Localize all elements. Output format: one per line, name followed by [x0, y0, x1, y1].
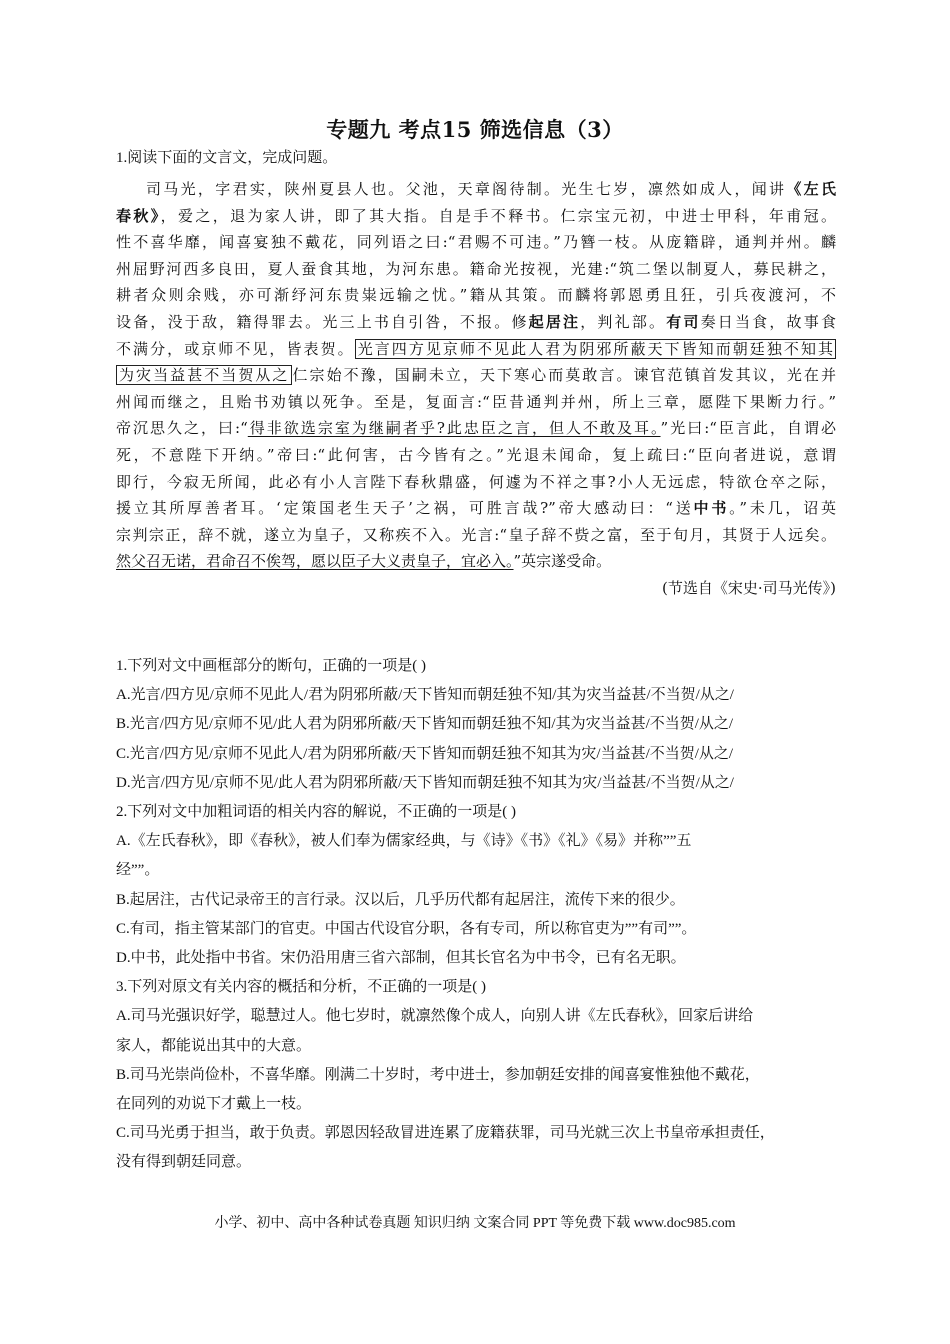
passage-text: 仁宗始不豫，国嗣未立，天下寒心而莫敢言。谏官范镇首发其议，光在并	[292, 366, 836, 385]
answer-option: C.有司，指主管某部门的官吏。中国古代设官分职，各有专司，所以称官吏为””有司””。	[116, 920, 697, 937]
question-stem: 3.下列对原文有关内容的概括和分析，不正确的一项是( )	[116, 979, 486, 996]
question-intro: 1.阅读下面的文言文，完成问题。	[116, 150, 338, 166]
passage-line	[116, 203, 836, 230]
passage-line: 耕者众则余贱，亦可渐纾河东贵粜远输之忧。”籍从其策。而麟将郭恩勇且狂，引兵夜渡河，不	[116, 286, 836, 305]
framed-sentence: 光言四方见京师不见此人君为阴邪所蔽天下皆知而朝廷独不知其	[355, 339, 836, 359]
passage-line	[116, 309, 836, 336]
passage-line: 州闻而继之，且贻书劝镇以死争。至是，复面言:“臣昔通判并州，所上三章，愿陛下果断力行。”	[116, 392, 836, 411]
bold-term: 有司	[666, 312, 701, 331]
passage-text: ”英宗遂受命。	[513, 552, 612, 571]
passage-line: 州屈野河西多良田，夏人蚕食其地，为河东患。籍命光按视，光建:“筑二堡以制夏人，募民耕之，	[116, 259, 836, 278]
passage-text: ，判礼部。	[580, 312, 667, 331]
passage-line	[116, 495, 836, 522]
answer-option-continued: 经””。	[116, 862, 160, 879]
passage-line: 即行，今寂无所闻，此必有小人言陛下春秋鼎盛，何遽为不祥之事?小人无远虑，特欲仓卒之际，	[116, 472, 836, 491]
passage-text: 奏日当食，故事食	[700, 312, 836, 331]
answer-option: B.司马光崇尚俭朴，不喜华靡。刚满二十岁时，考中进士，参加朝廷安排的闻喜宴惟独他不戴花，	[116, 1066, 760, 1083]
passage-line	[116, 336, 836, 363]
framed-sentence: 为灾当益甚不当贺从之	[116, 365, 292, 385]
passage-text: 。”未几，诏英	[729, 499, 836, 518]
answer-option: D.光言/四方见/京师不见/此人君为阴邪所蔽/天下皆知而朝廷独不知其为灾/当益甚/不当贺/从之/	[116, 774, 734, 791]
underlined-sentence: 然父召无诺，君命召不俟驾，愿以臣子大义责皇子，宜必入。	[116, 552, 514, 571]
passage-line: 死，不意陛下开纳。”帝曰:“此何害，古今皆有之。”光退未闻命，复上疏曰:“臣向者进说，意谓	[116, 445, 836, 464]
passage-line: 宗判宗正，辞不就，遂立为皇子，又称疾不入。光言:“皇子辞不赀之富，至于旬月，其贤于人远矣。	[116, 525, 836, 544]
question-stem: 2.下列对文中加粗词语的相关内容的解说，不正确的一项是( )	[116, 804, 516, 821]
passage-line: 性不喜华靡，闻喜宴独不戴花，同列语之曰:“君赐不可违。”乃簪一枝。从庞籍辟，通判并州。麟	[116, 233, 836, 252]
passage-source: (节选自《宋史·司马光传》)	[662, 578, 836, 597]
page-footer: 小学、初中、高中各种试卷真题 知识归纳 文案合同 PPT 等免费下载 www.doc985.com	[214, 1216, 736, 1231]
answer-option: A.光言/四方见/京师不见此人/君为阴邪所蔽/天下皆知而朝廷独不知/其为灾当益甚/不当贺/从之/	[116, 687, 734, 704]
passage-line	[116, 362, 836, 389]
page-title: 专题九 考点15 筛选信息（3）	[326, 117, 624, 142]
passage-text: 设备，没于敌，籍得罪去。光三上书自引咎，不报。修	[116, 312, 529, 331]
classical-passage	[116, 176, 836, 602]
passage-line	[116, 176, 836, 203]
bold-term: 《左氏	[786, 180, 836, 198]
answer-option: A.《左氏春秋》，即《春秋》，被人们奉为儒家经典，与《诗》《书》《礼》《易》并称””五	[116, 833, 692, 850]
passage-line	[116, 415, 836, 442]
question-list	[116, 652, 836, 1178]
passage-text: ，爱之，退为家人讲，即了其大指。自是手不释书。仁宗宝元初，中进士甲科，年甫冠。	[160, 206, 836, 225]
answer-option: A.司马光强识好学，聪慧过人。他七岁时，就凛然像个成人，向别人讲《左氏春秋》，回家后讲给	[116, 1008, 754, 1025]
question-stem: 1.下列对文中画框部分的断句，正确的一项是( )	[116, 658, 426, 674]
answer-option: D.中书，此处指中书省。宋仍沿用唐三省六部制，但其长官名为中书令，已有名无职。	[116, 950, 686, 967]
bold-term: 中书	[693, 499, 730, 518]
answer-option-continued: 没有得到朝廷同意。	[116, 1154, 252, 1171]
answer-option: B.起居注，古代记录帝王的言行录。汉以后，几乎历代都有起居注，流传下来的很少。	[116, 891, 685, 908]
underlined-sentence: 得非欲选宗室为继嗣者乎?此忠臣之言，但人不敢及耳。	[247, 419, 661, 438]
answer-option: C.司马光勇于担当，敢于负责。郭恩因轻敌冒进连累了庞籍获罪，司马光就三次上书皇帝承担责任，	[116, 1125, 775, 1142]
answer-option-continued: 家人，都能说出其中的大意。	[116, 1037, 312, 1054]
passage-text: 帝沉思久之，曰:“	[116, 419, 248, 438]
passage-text: 司马光，字君实，陕州夏县人也。父池，天章阁待制。光生七岁，凛然如成人，闻讲	[146, 180, 787, 198]
bold-term: 起居注	[528, 312, 581, 331]
answer-option: C.光言/四方见/京师不见此人/君为阴邪所蔽/天下皆知而朝廷独不知其为灾/当益甚/不当贺/从之/	[116, 745, 734, 762]
answer-option: B.光言/四方见/京师不见/此人君为阴邪所蔽/天下皆知而朝廷独不知/其为灾当益甚/不当贺/从之/	[116, 716, 734, 733]
passage-line	[116, 548, 836, 575]
bold-term: 春秋》	[116, 206, 161, 225]
passage-text: ”光曰:“臣言此，自谓必	[660, 419, 836, 438]
passage-text: 援立其所厚善者耳。‘定策国老生天子’之祸，可胜言哉?”帝大感动曰：“送	[116, 499, 694, 518]
passage-text: 不满分，或京师不见，皆表贺。	[116, 339, 355, 358]
answer-option-continued: 在同列的劝说下才戴上一枝。	[116, 1096, 312, 1113]
